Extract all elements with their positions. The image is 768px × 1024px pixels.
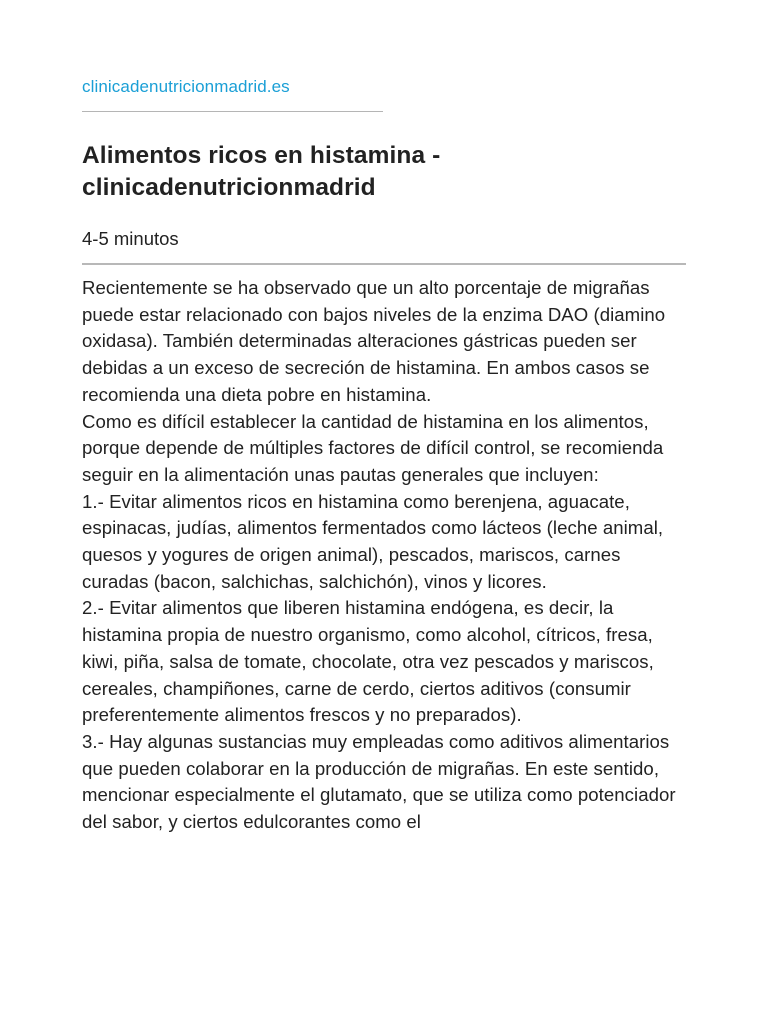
source-divider (82, 111, 383, 112)
reading-time: 4-5 minutos (82, 228, 179, 249)
article-body (82, 275, 686, 836)
article-paragraph: 3.- Hay algunas sustancias muy empleadas como aditivos alimentarios que pueden colaborar en la producción de migrañas. En este sentido, mencionar especialmente el glutamato, que se utiliza como potenciador del sabor, y ciertos edulcorantes como el (82, 730, 676, 833)
article-paragraph: Recientemente se ha observado que un alto porcentaje de migrañas puede estar relacionado con bajos niveles de la enzima DAO (diamino oxidasa). También determinadas alteraciones gástricas pueden ser debidas a un exceso de secreción de histamina. En ambos casos se recomienda una dieta pobre en histamina. (82, 277, 666, 405)
article-paragraph: 2.- Evitar alimentos que liberen histamina endógena, es decir, la histamina propia de nuestro organismo, como alcohol, cítricos, fresa, kiwi, piña, salsa de tomate, chocolate, otra vez pescados y mariscos, cereales, champiñones, carne de cerdo, ciertos aditivos (consumir preferentemente alimentos frescos y no preparados). (82, 597, 654, 726)
article-title: Alimentos ricos en histamina - clinicadenutricionmadrid (82, 142, 441, 201)
source-link[interactable]: clinicadenutricionmadrid.es (82, 77, 290, 96)
article-paragraph: Como es difícil establecer la cantidad de histamina en los alimentos, porque depende de múltiples factores de difícil control, se recomienda seguir en la alimentación unas pautas generales que incluyen: (82, 410, 664, 485)
article-paragraph: 1.- Evitar alimentos ricos en histamina como berenjena, aguacate, espinacas, judías, alimentos fermentados como lácteos (leche animal, quesos y yogures de origen animal), pescados, mariscos, carnes curadas (bacon, salchichas, salchichón), vinos y licores. (82, 490, 664, 592)
reading-time-divider (82, 263, 686, 265)
article-page (82, 0, 686, 836)
